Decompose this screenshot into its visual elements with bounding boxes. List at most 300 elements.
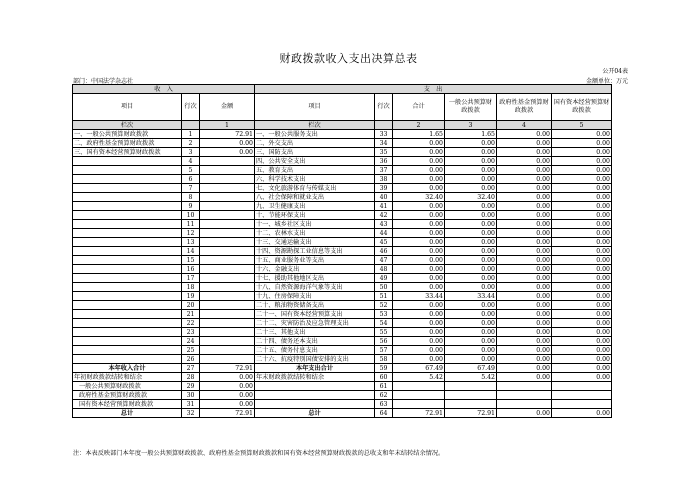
- state-capital-cell: 0.00: [552, 364, 612, 373]
- state-capital-cell: 0.00: [552, 184, 612, 193]
- total-cell: 0.00: [393, 139, 445, 148]
- state-capital-cell: 0.00: [552, 283, 612, 292]
- table-row: [73, 409, 612, 418]
- table-row: [73, 319, 612, 328]
- income-rowno-cell: 14: [182, 247, 200, 256]
- expense-item-cell: 十九、住房保障支出: [255, 292, 375, 301]
- table-row: [73, 184, 612, 193]
- general-budget-header: 一般公共预算财政拨款: [445, 94, 497, 121]
- general-budget-cell: 0.00: [445, 319, 497, 328]
- expense-item-cell: 十一、城乡社区支出: [255, 220, 375, 229]
- footnote: 注：本表反映部门本年度一般公共预算财政拨款、政府性基金预算财政拨款和国有资本经营预算财政拨款的总收支和年末结转结余情况。: [73, 450, 445, 457]
- income-rowno-cell: 11: [182, 220, 200, 229]
- income-item-cell: [73, 319, 182, 328]
- fund-budget-cell: 0.00: [497, 265, 552, 274]
- fund-budget-cell: 0.00: [497, 130, 552, 139]
- income-amount-cell: 0.00: [200, 391, 255, 400]
- total-cell: [393, 400, 445, 409]
- total-cell: [393, 382, 445, 391]
- expense-rowno-cell: 51: [375, 292, 393, 301]
- table-row: [73, 247, 612, 256]
- income-rowno-cell: 18: [182, 283, 200, 292]
- income-amount-cell: [200, 247, 255, 256]
- state-capital-cell: 0.00: [552, 409, 612, 418]
- general-budget-cell: 0.00: [445, 256, 497, 265]
- table-row: [73, 139, 612, 148]
- income-rowno-cell: 6: [182, 175, 200, 184]
- fund-budget-cell: 0.00: [497, 337, 552, 346]
- expense-item-cell: 年末财政拨款结转和结余: [255, 373, 375, 382]
- income-amount-cell: 0.00: [200, 139, 255, 148]
- table-row: [73, 382, 612, 391]
- expense-item-cell: 八、社会保障和就业支出: [255, 193, 375, 202]
- expense-rowno-cell: 39: [375, 184, 393, 193]
- state-capital-cell: 0.00: [552, 256, 612, 265]
- table-row: [73, 400, 612, 409]
- income-item-cell: 政府性基金预算财政拨款: [73, 391, 182, 400]
- income-amount-cell: [200, 265, 255, 274]
- income-rowno-cell: 7: [182, 184, 200, 193]
- lanci-blank: [375, 121, 393, 130]
- total-cell: 0.00: [393, 310, 445, 319]
- income-item-cell: 年初财政拨款结转和结余: [73, 373, 182, 382]
- income-item-cell: [73, 301, 182, 310]
- table-row: [73, 166, 612, 175]
- income-amount-cell: [200, 211, 255, 220]
- income-item-cell: 三、国有资本经营预算财政拨款: [73, 148, 182, 157]
- expense-rowno-header: 行次: [375, 94, 393, 121]
- fund-budget-cell: [497, 391, 552, 400]
- income-rowno-cell: 8: [182, 193, 200, 202]
- fund-budget-cell: 0.00: [497, 193, 552, 202]
- total-cell: 0.00: [393, 265, 445, 274]
- table-row: [73, 310, 612, 319]
- income-item-cell: 二、政府性基金预算财政拨款: [73, 139, 182, 148]
- expense-item-cell: 本年支出合计: [255, 364, 375, 373]
- expense-rowno-cell: 42: [375, 211, 393, 220]
- total-cell: 0.00: [393, 175, 445, 184]
- expense-item-cell: 二十二、灾害防治及应急管理支出: [255, 319, 375, 328]
- lanci-col2: 2: [393, 121, 445, 130]
- expense-rowno-cell: 50: [375, 283, 393, 292]
- expense-item-cell: 三、国防支出: [255, 148, 375, 157]
- fund-budget-header: 政府性基金预算财政拨款: [497, 94, 552, 121]
- income-rowno-header: 行次: [182, 94, 200, 121]
- state-capital-cell: 0.00: [552, 175, 612, 184]
- expense-item-cell: 十六、金融支出: [255, 265, 375, 274]
- income-item-cell: [73, 256, 182, 265]
- total-cell: 0.00: [393, 346, 445, 355]
- expense-rowno-cell: 54: [375, 319, 393, 328]
- table-row: [73, 355, 612, 364]
- income-rowno-cell: 23: [182, 328, 200, 337]
- income-item-header: 项目: [73, 94, 182, 121]
- finance-table: [72, 84, 612, 418]
- income-rowno-cell: 9: [182, 202, 200, 211]
- expense-item-cell: 十、节能环保支出: [255, 211, 375, 220]
- state-capital-cell: 0.00: [552, 310, 612, 319]
- total-cell: 1.65: [393, 130, 445, 139]
- fund-budget-cell: 0.00: [497, 157, 552, 166]
- general-budget-cell: 0.00: [445, 166, 497, 175]
- expense-rowno-cell: 45: [375, 238, 393, 247]
- total-cell: 0.00: [393, 184, 445, 193]
- expense-item-cell: 二十五、债务付息支出: [255, 346, 375, 355]
- expense-item-cell: 十三、交通运输支出: [255, 238, 375, 247]
- income-amount-cell: [200, 346, 255, 355]
- income-rowno-cell: 4: [182, 157, 200, 166]
- income-item-cell: [73, 355, 182, 364]
- fund-budget-cell: 0.00: [497, 274, 552, 283]
- fund-budget-cell: 0.00: [497, 301, 552, 310]
- state-capital-cell: 0.00: [552, 193, 612, 202]
- expense-rowno-cell: 49: [375, 274, 393, 283]
- fund-budget-cell: 0.00: [497, 148, 552, 157]
- state-capital-cell: 0.00: [552, 346, 612, 355]
- income-amount-cell: 72.91: [200, 130, 255, 139]
- general-budget-cell: [445, 400, 497, 409]
- fund-budget-cell: 0.00: [497, 256, 552, 265]
- general-budget-cell: 0.00: [445, 211, 497, 220]
- fund-budget-cell: 0.00: [497, 211, 552, 220]
- state-capital-cell: 0.00: [552, 157, 612, 166]
- income-amount-cell: [200, 220, 255, 229]
- income-rowno-cell: 20: [182, 301, 200, 310]
- expense-item-cell: [255, 400, 375, 409]
- total-cell: 0.00: [393, 220, 445, 229]
- expense-item-cell: 十八、自然资源海洋气象等支出: [255, 283, 375, 292]
- income-item-cell: [73, 166, 182, 175]
- department-label: 部门：中国法学杂志社: [73, 78, 134, 85]
- fund-budget-cell: 0.00: [497, 220, 552, 229]
- expense-item-header: 项目: [255, 94, 375, 121]
- lanci-col4: 4: [497, 121, 552, 130]
- expense-item-cell: 总计: [255, 409, 375, 418]
- general-budget-cell: 5.42: [445, 373, 497, 382]
- income-item-cell: [73, 220, 182, 229]
- total-cell: 0.00: [393, 337, 445, 346]
- expense-item-cell: 十四、资源勘探工业信息等支出: [255, 247, 375, 256]
- income-item-cell: [73, 310, 182, 319]
- income-amount-cell: [200, 229, 255, 238]
- expense-item-cell: 四、公共安全支出: [255, 157, 375, 166]
- total-cell: 0.00: [393, 238, 445, 247]
- table-row: [73, 292, 612, 301]
- expense-rowno-cell: 48: [375, 265, 393, 274]
- expense-rowno-cell: 52: [375, 301, 393, 310]
- unit-label: 金额单位：万元: [585, 78, 628, 85]
- income-amount-cell: 0.00: [200, 382, 255, 391]
- total-cell: 0.00: [393, 301, 445, 310]
- general-budget-cell: 0.00: [445, 265, 497, 274]
- table-row: [73, 283, 612, 292]
- fund-budget-cell: 0.00: [497, 166, 552, 175]
- state-capital-cell: 0.00: [552, 211, 612, 220]
- table-row: [73, 364, 612, 373]
- expense-item-cell: 十二、农林水支出: [255, 229, 375, 238]
- income-item-cell: 一、一般公共预算财政拨款: [73, 130, 182, 139]
- income-amount-cell: 0.00: [200, 373, 255, 382]
- expense-rowno-cell: 58: [375, 355, 393, 364]
- income-rowno-cell: 24: [182, 337, 200, 346]
- expense-rowno-cell: 46: [375, 247, 393, 256]
- expense-rowno-cell: 44: [375, 229, 393, 238]
- expense-rowno-cell: 56: [375, 337, 393, 346]
- income-amount-cell: [200, 328, 255, 337]
- table-row: [73, 256, 612, 265]
- table-row: [73, 373, 612, 382]
- expense-rowno-cell: 57: [375, 346, 393, 355]
- income-rowno-cell: 1: [182, 130, 200, 139]
- table-row: [73, 157, 612, 166]
- expense-item-cell: 五、教育支出: [255, 166, 375, 175]
- state-capital-cell: 0.00: [552, 301, 612, 310]
- income-rowno-cell: 21: [182, 310, 200, 319]
- income-amount-cell: 72.91: [200, 364, 255, 373]
- expense-rowno-cell: 60: [375, 373, 393, 382]
- expense-item-cell: 二十、粮油物资储备支出: [255, 301, 375, 310]
- form-code: 公开04表: [602, 68, 628, 75]
- income-rowno-cell: 31: [182, 400, 200, 409]
- state-capital-cell: [552, 382, 612, 391]
- general-budget-cell: 1.65: [445, 130, 497, 139]
- general-budget-cell: 0.00: [445, 175, 497, 184]
- income-rowno-cell: 16: [182, 265, 200, 274]
- income-amount-header: 金额: [200, 94, 255, 121]
- expense-rowno-cell: 47: [375, 256, 393, 265]
- state-capital-cell: 0.00: [552, 274, 612, 283]
- income-amount-cell: [200, 292, 255, 301]
- fund-budget-cell: 0.00: [497, 229, 552, 238]
- page-title: 财政拨款收入支出决算总表: [279, 52, 418, 65]
- table-row: [73, 337, 612, 346]
- general-budget-cell: 0.00: [445, 139, 497, 148]
- income-amount-cell: [200, 337, 255, 346]
- fund-budget-cell: 0.00: [497, 247, 552, 256]
- lanci-col1: 1: [200, 121, 255, 130]
- expense-item-cell: 七、文化旅游体育与传媒支出: [255, 184, 375, 193]
- income-item-cell: [73, 193, 182, 202]
- section-header-row: [73, 85, 612, 94]
- table-row: [73, 211, 612, 220]
- fund-budget-cell: 0.00: [497, 346, 552, 355]
- fund-budget-cell: [497, 400, 552, 409]
- total-cell: 0.00: [393, 328, 445, 337]
- general-budget-cell: 0.00: [445, 328, 497, 337]
- state-capital-cell: 0.00: [552, 319, 612, 328]
- expense-item-cell: 十七、援助其他地区支出: [255, 274, 375, 283]
- general-budget-cell: [445, 382, 497, 391]
- total-cell: 5.42: [393, 373, 445, 382]
- state-capital-cell: 0.00: [552, 238, 612, 247]
- state-capital-cell: 0.00: [552, 265, 612, 274]
- expense-item-cell: [255, 382, 375, 391]
- fund-budget-cell: 0.00: [497, 409, 552, 418]
- income-item-cell: [73, 157, 182, 166]
- state-capital-cell: 0.00: [552, 139, 612, 148]
- state-capital-cell: 0.00: [552, 292, 612, 301]
- income-item-cell: [73, 238, 182, 247]
- income-item-cell: [73, 292, 182, 301]
- total-cell: 0.00: [393, 202, 445, 211]
- general-budget-cell: 0.00: [445, 283, 497, 292]
- general-budget-cell: 0.00: [445, 148, 497, 157]
- general-budget-cell: 33.44: [445, 292, 497, 301]
- general-budget-cell: 67.49: [445, 364, 497, 373]
- expense-item-cell: [255, 391, 375, 400]
- state-capital-cell: [552, 391, 612, 400]
- income-item-cell: [73, 328, 182, 337]
- income-amount-cell: [200, 283, 255, 292]
- income-rowno-cell: 12: [182, 229, 200, 238]
- income-rowno-cell: 29: [182, 382, 200, 391]
- general-budget-cell: 0.00: [445, 301, 497, 310]
- income-amount-cell: [200, 202, 255, 211]
- income-rowno-cell: 25: [182, 346, 200, 355]
- income-amount-cell: 0.00: [200, 400, 255, 409]
- lanci-col3: 3: [445, 121, 497, 130]
- total-header: 合计: [393, 94, 445, 121]
- income-amount-cell: [200, 166, 255, 175]
- income-amount-cell: [200, 256, 255, 265]
- expense-item-cell: 二十三、其他支出: [255, 328, 375, 337]
- total-cell: 0.00: [393, 148, 445, 157]
- expense-rowno-cell: 62: [375, 391, 393, 400]
- table-row: [73, 328, 612, 337]
- income-amount-cell: [200, 157, 255, 166]
- income-item-cell: 本年收入合计: [73, 364, 182, 373]
- expense-item-cell: 二十一、国有资本经营预算支出: [255, 310, 375, 319]
- total-cell: 72.91: [393, 409, 445, 418]
- income-rowno-cell: 22: [182, 319, 200, 328]
- income-rowno-cell: 2: [182, 139, 200, 148]
- lanci-blank: [182, 121, 200, 130]
- income-item-cell: [73, 229, 182, 238]
- table-row: [73, 130, 612, 139]
- expense-rowno-cell: 38: [375, 175, 393, 184]
- total-cell: 32.40: [393, 193, 445, 202]
- general-budget-cell: 0.00: [445, 337, 497, 346]
- table-row: [73, 229, 612, 238]
- expense-item-cell: 二、外交支出: [255, 139, 375, 148]
- lanci-label-right: 栏次: [255, 121, 375, 130]
- general-budget-cell: 0.00: [445, 310, 497, 319]
- income-item-cell: 总计: [73, 409, 182, 418]
- table-row: [73, 301, 612, 310]
- state-capital-cell: 0.00: [552, 229, 612, 238]
- general-budget-cell: 0.00: [445, 346, 497, 355]
- fund-budget-cell: 0.00: [497, 292, 552, 301]
- table-row: [73, 175, 612, 184]
- table-row: [73, 148, 612, 157]
- income-amount-cell: 72.91: [200, 409, 255, 418]
- expense-rowno-cell: 55: [375, 328, 393, 337]
- expense-item-cell: 十五、商业服务业等支出: [255, 256, 375, 265]
- total-cell: 0.00: [393, 319, 445, 328]
- income-item-cell: [73, 265, 182, 274]
- income-rowno-cell: 5: [182, 166, 200, 175]
- table-row: [73, 391, 612, 400]
- income-item-cell: [73, 202, 182, 211]
- general-budget-cell: 0.00: [445, 274, 497, 283]
- fund-budget-cell: [497, 382, 552, 391]
- expense-rowno-cell: 63: [375, 400, 393, 409]
- income-amount-cell: [200, 274, 255, 283]
- expense-item-cell: 九、卫生健康支出: [255, 202, 375, 211]
- table-row: [73, 193, 612, 202]
- fund-budget-cell: 0.00: [497, 328, 552, 337]
- general-budget-cell: 0.00: [445, 247, 497, 256]
- income-amount-cell: [200, 193, 255, 202]
- total-cell: 0.00: [393, 283, 445, 292]
- income-rowno-cell: 32: [182, 409, 200, 418]
- table-row: [73, 346, 612, 355]
- table-row: [73, 274, 612, 283]
- income-item-cell: [73, 211, 182, 220]
- income-amount-cell: 0.00: [200, 148, 255, 157]
- fund-budget-cell: 0.00: [497, 139, 552, 148]
- fund-budget-cell: 0.00: [497, 202, 552, 211]
- income-amount-cell: [200, 175, 255, 184]
- state-capital-cell: 0.00: [552, 247, 612, 256]
- lanci-col5: 5: [552, 121, 612, 130]
- expense-rowno-cell: 41: [375, 202, 393, 211]
- expense-rowno-cell: 53: [375, 310, 393, 319]
- total-cell: 67.49: [393, 364, 445, 373]
- general-budget-cell: 0.00: [445, 238, 497, 247]
- state-capital-header: 国有资本经营预算财政拨款: [552, 94, 612, 121]
- general-budget-cell: 0.00: [445, 229, 497, 238]
- fund-budget-cell: 0.00: [497, 355, 552, 364]
- fund-budget-cell: 0.00: [497, 283, 552, 292]
- fund-budget-cell: 0.00: [497, 373, 552, 382]
- general-budget-cell: 32.40: [445, 193, 497, 202]
- expense-item-cell: 二十四、债务还本支出: [255, 337, 375, 346]
- income-rowno-cell: 3: [182, 148, 200, 157]
- income-item-cell: [73, 184, 182, 193]
- column-header-row: [73, 94, 612, 121]
- income-rowno-cell: 17: [182, 274, 200, 283]
- table-row: [73, 238, 612, 247]
- expense-header: 支 出: [255, 85, 612, 94]
- state-capital-cell: 0.00: [552, 373, 612, 382]
- general-budget-cell: 0.00: [445, 202, 497, 211]
- state-capital-cell: 0.00: [552, 328, 612, 337]
- income-item-cell: [73, 346, 182, 355]
- income-header: 收 入: [73, 85, 255, 94]
- table-row: [73, 265, 612, 274]
- income-item-cell: 一般公共预算财政拨款: [73, 382, 182, 391]
- income-item-cell: 国有资本经营预算财政拨款: [73, 400, 182, 409]
- income-rowno-cell: 19: [182, 292, 200, 301]
- general-budget-cell: 0.00: [445, 355, 497, 364]
- table-row: [73, 220, 612, 229]
- general-budget-cell: [445, 391, 497, 400]
- state-capital-cell: 0.00: [552, 202, 612, 211]
- fund-budget-cell: 0.00: [497, 310, 552, 319]
- income-item-cell: [73, 274, 182, 283]
- income-rowno-cell: 15: [182, 256, 200, 265]
- total-cell: 0.00: [393, 157, 445, 166]
- general-budget-cell: 0.00: [445, 184, 497, 193]
- fund-budget-cell: 0.00: [497, 364, 552, 373]
- income-amount-cell: [200, 310, 255, 319]
- income-rowno-cell: 27: [182, 364, 200, 373]
- state-capital-cell: 0.00: [552, 166, 612, 175]
- income-rowno-cell: 30: [182, 391, 200, 400]
- state-capital-cell: 0.00: [552, 130, 612, 139]
- expense-rowno-cell: 33: [375, 130, 393, 139]
